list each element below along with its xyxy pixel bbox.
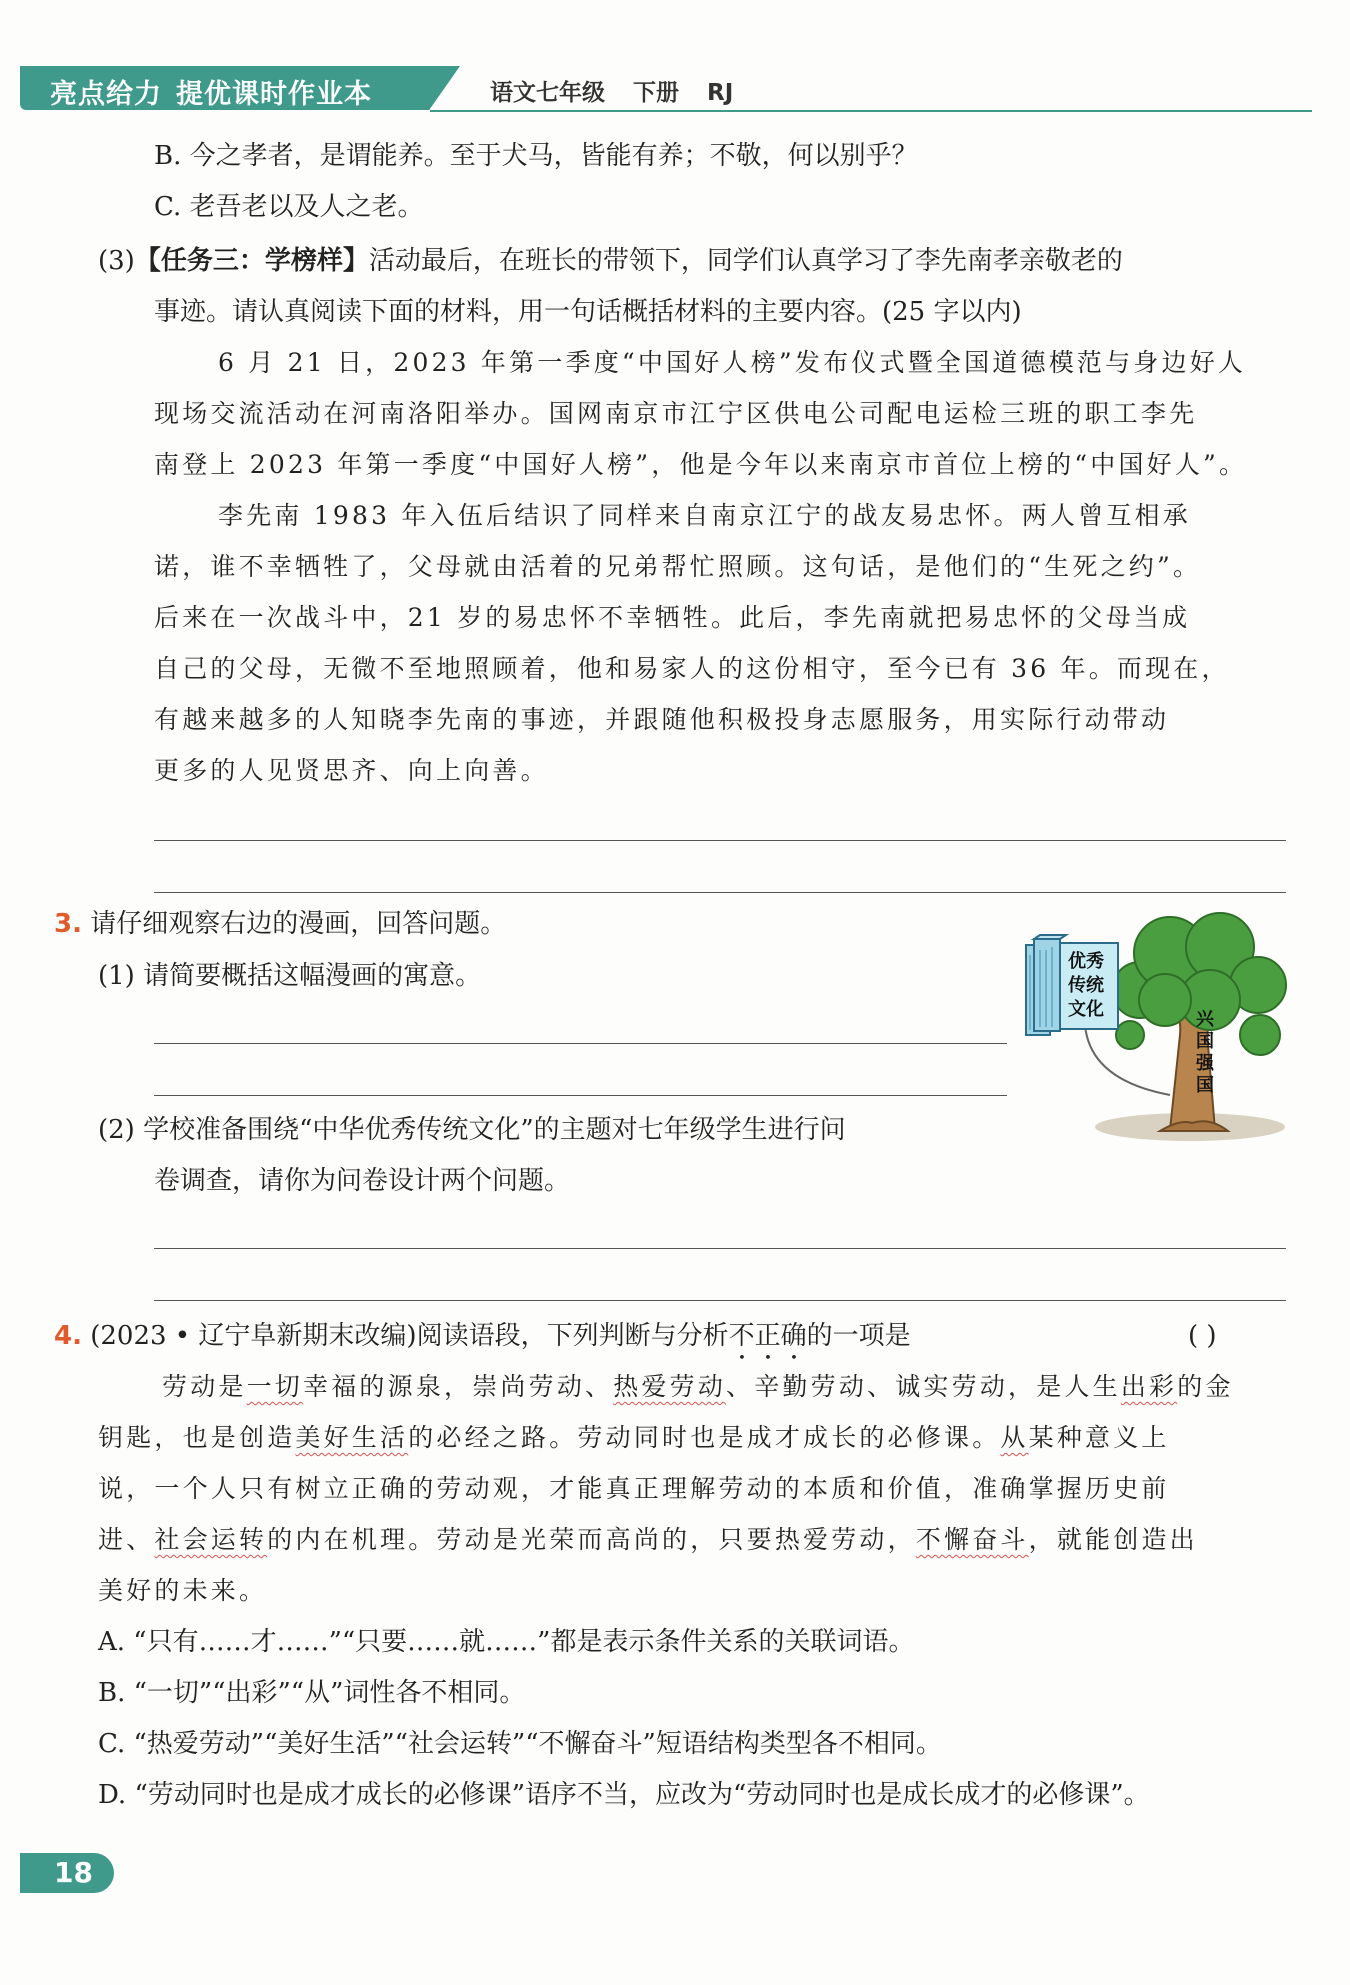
question-text-end: 的一项是 [806, 1321, 911, 1351]
wavy-term: 从 [1000, 1423, 1029, 1452]
question-number: 3. [54, 909, 82, 939]
question-text: 请仔细观察右边的漫画，回答问题。 [90, 909, 507, 939]
reading-line-4: 进、社会运转的内在机理。劳动是光荣而高尚的，只要热爱劳动，不懈奋斗，就能创造出 [98, 1525, 1198, 1554]
question-text: 阅读语段，下列判断与分析 [416, 1321, 729, 1351]
trunk-label-4: 国 [1196, 1075, 1214, 1096]
answer-line[interactable] [154, 1095, 1007, 1096]
answer-line[interactable] [154, 892, 1286, 893]
header-rule [430, 110, 1312, 112]
reading-line-2: 钥匙，也是创造美好生活的必经之路。劳动同时也是成才成长的必修课。从某种意义上 [98, 1423, 1170, 1452]
answer-line[interactable] [154, 1300, 1286, 1301]
wavy-term: 一切 [246, 1372, 304, 1401]
book-title [50, 72, 386, 111]
wavy-term: 出彩 [1120, 1372, 1178, 1401]
passage-line-8: 有越来越多的人知晓李先南的事迹，并跟随他积极投身志愿服务，用实际行动带动 [154, 705, 1170, 734]
question-3-2: (2) 学校准备围绕“中华优秀传统文化”的主题对七年级学生进行问 [98, 1115, 846, 1145]
answer-line[interactable] [154, 1248, 1286, 1249]
answer-line[interactable] [154, 1043, 1007, 1044]
question-3-2-cont: 卷调查，请你为问卷设计两个问题。 [154, 1166, 571, 1196]
reading-line-1: 劳动是一切幸福的源泉，崇尚劳动、热爱劳动、辛勤劳动、诚实劳动，是人生出彩的金 [162, 1372, 1234, 1401]
page-number: 18 [20, 1853, 114, 1893]
wavy-term: 美好生活 [295, 1423, 409, 1452]
volume-label: 下册 [633, 80, 679, 106]
book-subtitle [490, 74, 761, 107]
question-3 [54, 906, 506, 942]
question-4 [54, 1318, 911, 1366]
book-label-3: 文化 [1068, 999, 1104, 1020]
wavy-term: 不懈奋斗 [915, 1525, 1029, 1554]
passage-line-9: 更多的人见贤思齐、向上向善。 [154, 756, 549, 785]
passage-line-7: 自己的父母，无微不至地照顾着，他和易家人的这份相守，至今已有 36 年。而现在， [154, 654, 1230, 683]
answer-bracket[interactable]: ( ) [1188, 1321, 1217, 1351]
edition-label: RJ [707, 80, 734, 106]
task3-text: 活动最后，在班长的带领下，同学们认真学习了李先南孝亲敬老的 [368, 246, 1123, 276]
passage-line-5: 诺，谁不幸牺牲了，父母就由活着的兄弟帮忙照顾。这句话，是他们的“生死之约”。 [154, 552, 1202, 581]
passage-line-2: 现场交流活动在河南洛阳举办。国网南京市江宁区供电公司配电运检三班的职工李先 [154, 399, 1198, 428]
book-label-1: 优秀 [1068, 951, 1104, 972]
question-3-1: (1) 请简要概括这幅漫画的寓意。 [98, 961, 482, 991]
passage-line-1: 6 月 21 日，2023 年第一季度“中国好人榜”发布仪式暨全国道德模范与身边好人 [218, 348, 1247, 377]
emphasis-text: 不正确 [728, 1321, 807, 1351]
task3-number: (3) [98, 246, 135, 276]
reading-line-3: 说，一个人只有树立正确的劳动观，才能真正理解劳动的本质和价值，准确掌握历史前 [98, 1474, 1170, 1503]
tree-cartoon [1020, 905, 1290, 1145]
option-a: A. “只有……才……”“只要……就……”都是表示条件关系的关联词语。 [98, 1627, 915, 1657]
question-source: (2023 • 辽宁阜新期末改编) [90, 1321, 417, 1351]
passage-line-4: 李先南 1983 年入伍后结识了同样来自南京江宁的战友易忠怀。两人曾互相承 [218, 501, 1191, 530]
task3-prompt-cont: 事迹。请认真阅读下面的材料，用一句话概括材料的主要内容。(25 字以内) [154, 297, 1022, 327]
trunk-label-2: 国 [1196, 1031, 1214, 1052]
book-name: 提优课时作业本 [176, 79, 372, 110]
task3-prompt [98, 243, 1123, 279]
option-c: C. “热爱劳动”“美好生活”“社会运转”“不懈奋斗”短语结构类型各不相同。 [98, 1729, 942, 1759]
option-d: D. “劳动同时也是成才成长的必修课”语序不当，应改为“劳动同时也是成长成才的必修课”。 [98, 1780, 1150, 1810]
question-number: 4. [54, 1321, 82, 1351]
reading-line-5: 美好的未来。 [98, 1576, 268, 1605]
option-c-previous: C. 老吾老以及人之老。 [154, 192, 424, 222]
subject-label: 语文七年级 [490, 80, 605, 106]
page-header [20, 66, 1312, 112]
task3-title: 【任务三：学榜样】 [134, 246, 369, 276]
answer-line[interactable] [154, 840, 1286, 841]
series-name: 亮点给力 [50, 79, 162, 110]
wavy-term: 热爱劳动 [613, 1372, 727, 1401]
passage-line-6: 后来在一次战斗中，21 岁的易忠怀不幸牺牲。此后，李先南就把易忠怀的父母当成 [154, 603, 1191, 632]
option-b: B. “一切”“出彩”“从”词性各不相同。 [98, 1678, 526, 1708]
trunk-label-1: 兴 [1196, 1009, 1214, 1030]
trunk-label-3: 强 [1196, 1053, 1214, 1074]
book-label-2: 传统 [1068, 975, 1104, 996]
passage-line-3: 南登上 2023 年第一季度“中国好人榜”，他是今年以来南京市首位上榜的“中国好人”。 [154, 450, 1248, 479]
wavy-term: 社会运转 [154, 1525, 268, 1554]
option-b-previous: B. 今之孝者，是谓能养。至于犬马，皆能有养；不敬，何以别乎？ [154, 141, 918, 171]
